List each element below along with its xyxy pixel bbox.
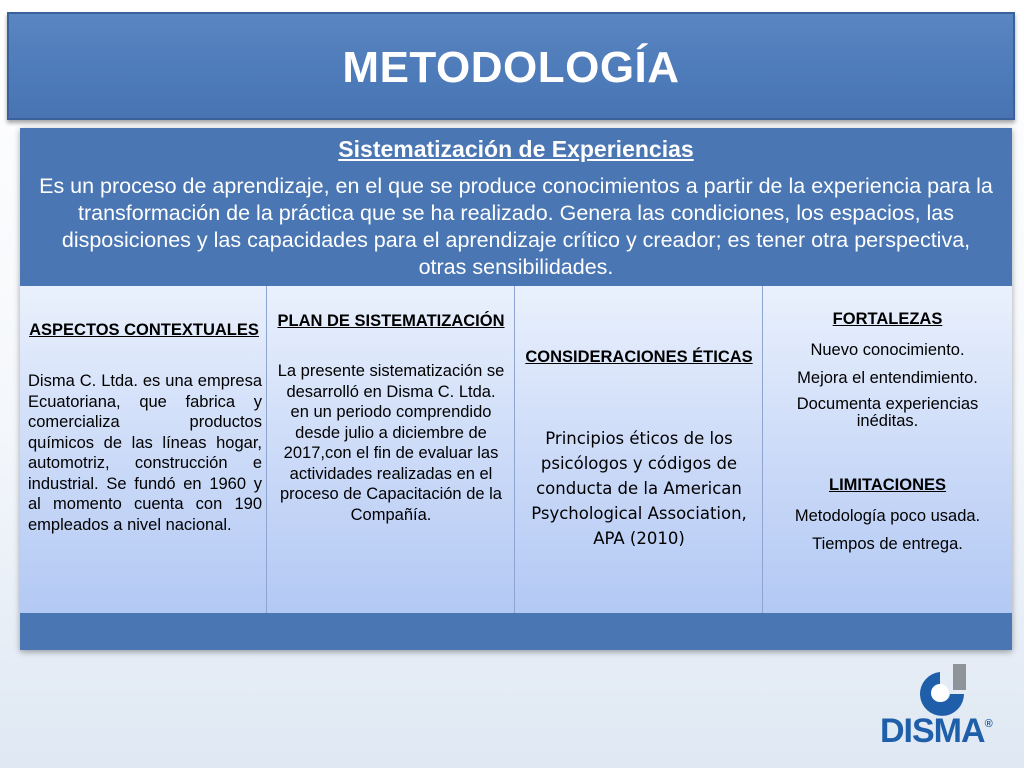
definition-header	[20, 128, 1012, 286]
section-subtitle: Sistematización de Experiencias	[338, 136, 694, 162]
disma-logo	[880, 660, 1000, 752]
context-title: ASPECTOS CONTEXTUALES	[29, 321, 259, 339]
slide-title: METODOLOGÍA	[342, 43, 680, 92]
plan-title: PLAN DE SISTEMATIZACIÓN	[277, 312, 505, 330]
context-body: Disma C. Ltda. es una empresa Ecuatoriana, que fabrica y comercializa productos químicos de las líneas hogar, automotriz, construcción e industrial. Se fundó en 1960 y al momento cuenta con 190 empleados a nivel nacional.	[28, 372, 262, 534]
strength-item: Nuevo conocimiento.	[810, 341, 965, 359]
plan-body: La presente sistematización se desarrolló en Disma C. Ltda. en un periodo comprendido desde julio a diciembre de 2017,con el fin de evaluar las actividades realizadas en el proceso de Capacitación de la Compañía.	[277, 362, 505, 524]
strength-item: Documenta experiencias inéditas.	[796, 395, 979, 430]
strengths-limitations-cell	[763, 286, 1012, 613]
limitation-item: Tiempos de entrega.	[812, 535, 963, 553]
strengths-title: FORTALEZAS	[832, 310, 943, 328]
columns-row	[20, 286, 1012, 613]
content-panel	[20, 128, 1012, 650]
title-bar	[7, 12, 1015, 120]
plan-cell	[267, 286, 515, 613]
context-cell	[20, 286, 267, 613]
strength-item: Mejora el entendimiento.	[797, 369, 978, 387]
ethics-title: CONSIDERACIONES ÉTICAS	[525, 348, 753, 366]
ethics-body: Principios éticos de los psicólogos y códigos de conducta de la American Psychological Association, APA (2010)	[531, 429, 747, 548]
disma-logo-icon	[880, 660, 1000, 716]
strengths-list	[769, 340, 1006, 438]
ethics-cell	[515, 286, 763, 613]
limitation-item: Metodología poco usada.	[794, 507, 981, 525]
logo-wordmark: DISMA®	[880, 712, 992, 750]
definition-text: Es un proceso de aprendizaje, en el que se produce conocimientos a partir de la experiencia para la transformación de la práctica que se ha realizado. Genera las condiciones, los espacios, las disposiciones y las capacidades para el aprendizaje crítico y creador; es tener otra perspectiva, otras sensibilidades.	[39, 174, 993, 279]
bottom-strip	[20, 613, 1012, 650]
limitations-list	[769, 506, 1006, 562]
limitations-title: LIMITACIONES	[828, 476, 947, 494]
